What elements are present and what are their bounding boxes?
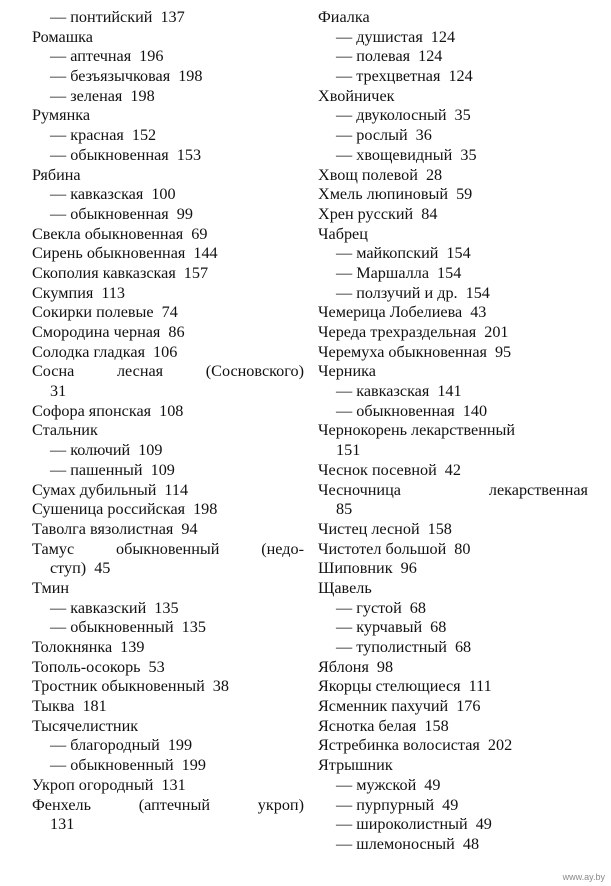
index-entry bbox=[32, 205, 304, 225]
index-entry-term: — кавказский bbox=[50, 598, 147, 617]
index-entry-term: Тысячелистник bbox=[32, 716, 139, 735]
index-entry-term: — красная bbox=[50, 126, 124, 145]
index-entry-term: Чабрец bbox=[318, 224, 368, 243]
index-entry-term: Ятрышник bbox=[318, 756, 393, 775]
index-entry bbox=[32, 717, 304, 737]
index-entry-page: 111 bbox=[468, 677, 492, 696]
index-entry-page: 140 bbox=[462, 401, 488, 420]
index-entry-page: 181 bbox=[82, 697, 107, 716]
index-entry-term: Череда трехраздельная bbox=[318, 323, 477, 341]
index-entry-word: Тамус bbox=[32, 539, 75, 558]
index-entry bbox=[318, 776, 588, 796]
index-entry-term: — мужской bbox=[336, 775, 417, 794]
index-entry-term: Скополия кавказская bbox=[32, 263, 176, 282]
index-entry-word: Сосна bbox=[32, 362, 75, 381]
index-entry-page: 35 bbox=[454, 106, 471, 125]
index-entry-term: Хвощ полевой bbox=[318, 165, 418, 184]
index-entry bbox=[318, 520, 588, 540]
index-entry bbox=[32, 166, 304, 186]
index-entry-page: 154 bbox=[465, 283, 490, 302]
index-entry bbox=[32, 8, 304, 28]
index-entry-term: — понтийский bbox=[50, 8, 153, 26]
index-entry-page: 80 bbox=[454, 539, 471, 558]
index-entry-term: Яснотка белая bbox=[318, 716, 417, 735]
index-entry-term: 151 bbox=[336, 441, 361, 460]
index-entry bbox=[318, 264, 588, 284]
index-entry-term: — душистая bbox=[336, 27, 423, 46]
index-entry bbox=[32, 540, 304, 560]
index-entry-term: Сокирки полевые bbox=[32, 303, 154, 322]
index-entry-page: 48 bbox=[462, 834, 480, 853]
index-entry-page: 144 bbox=[193, 244, 218, 263]
index-entry-term: Толокнянка bbox=[32, 638, 113, 656]
index-entry-term: Чистотел большой bbox=[318, 539, 447, 558]
index-entry bbox=[32, 47, 304, 67]
index-entry-term: Таволга вязолистная bbox=[32, 519, 174, 538]
index-entry-term: Черемуха обыкновенная bbox=[318, 342, 487, 361]
index-entry-page: 139 bbox=[120, 638, 145, 656]
index-entry-term: Ястребинка волосистая bbox=[318, 736, 480, 755]
index-entry bbox=[32, 362, 304, 382]
index-entry bbox=[32, 481, 304, 501]
index-entry bbox=[32, 756, 304, 776]
index-entry-page: 141 bbox=[437, 382, 462, 401]
index-entry-page: 152 bbox=[131, 126, 157, 145]
index-entry-term: Чеснок посевной bbox=[318, 460, 437, 479]
index-entry-term: — аптечная bbox=[50, 47, 132, 66]
index-entry-term: Тополь-осокорь bbox=[32, 657, 141, 676]
index-entry-term: Чистец лесной bbox=[318, 519, 420, 538]
index-entry-term: — шлемоносный bbox=[336, 834, 455, 853]
index-entry bbox=[318, 481, 588, 501]
index-entry bbox=[318, 796, 588, 816]
index-entry-term: 131 bbox=[50, 815, 75, 834]
index-entry-page: 98 bbox=[376, 657, 394, 676]
index-entry bbox=[318, 205, 588, 225]
index-entry bbox=[32, 441, 304, 461]
index-entry-word: (Сосновского) bbox=[205, 362, 304, 381]
index-entry-term: Софора японская bbox=[32, 401, 152, 420]
index-entry bbox=[32, 126, 304, 146]
index-entry-term: Хрен русский bbox=[318, 204, 414, 223]
index-entry-page: 43 bbox=[470, 303, 487, 322]
index-entry-term: — зеленая bbox=[50, 86, 123, 105]
index-entry bbox=[32, 244, 304, 264]
index-entry bbox=[318, 540, 588, 560]
index-entry-page: 124 bbox=[418, 47, 443, 66]
index-entry bbox=[318, 461, 588, 481]
index-entry-term: Скумпия bbox=[32, 283, 94, 302]
index-entry bbox=[32, 343, 304, 363]
index-entry bbox=[318, 736, 588, 756]
index-entry-page: 199 bbox=[181, 756, 206, 775]
index-entry bbox=[318, 225, 588, 245]
index-entry bbox=[318, 126, 588, 146]
index-entry-term: — ползучий и др. bbox=[336, 283, 458, 302]
index-entry bbox=[318, 47, 588, 67]
index-entry-term: Сумах дубильный bbox=[32, 480, 157, 499]
index-entry-term: 85 bbox=[336, 500, 353, 519]
index-entry-page: 84 bbox=[421, 204, 438, 223]
index-entry-term: Сирень обыкновенная bbox=[32, 244, 186, 263]
index-entry-page: 176 bbox=[456, 697, 481, 716]
index-entry-term: Хвойничек bbox=[318, 86, 395, 105]
index-entry bbox=[318, 500, 588, 520]
index-entry-term: Рябина bbox=[32, 165, 81, 184]
index-entry bbox=[32, 323, 304, 343]
index-entry-page: 59 bbox=[456, 185, 473, 204]
index-entry bbox=[32, 28, 304, 48]
index-entry-term: — густой bbox=[336, 598, 402, 617]
index-entry bbox=[318, 815, 588, 835]
index-entry bbox=[32, 559, 304, 579]
index-entry bbox=[32, 461, 304, 481]
index-entry-term: — кавказская bbox=[336, 382, 430, 401]
index-entry bbox=[32, 225, 304, 245]
index-entry-word: Чесночница bbox=[318, 480, 401, 499]
index-entry-term: Шиповник bbox=[318, 559, 393, 578]
index-entry bbox=[318, 402, 588, 422]
index-entry-term: Фиалка bbox=[318, 8, 370, 26]
index-entry-term: — обыкновенная bbox=[336, 401, 455, 420]
index-entry bbox=[32, 618, 304, 638]
index-entry-term: — обыкновенная bbox=[50, 145, 169, 164]
watermark: www.ay.by bbox=[562, 872, 605, 882]
index-entry-word: лесная bbox=[116, 362, 164, 381]
index-entry-term: Черника bbox=[318, 362, 376, 381]
index-entry-page: 96 bbox=[400, 559, 417, 578]
index-entry-page: 49 bbox=[424, 775, 441, 794]
index-entry bbox=[318, 185, 588, 205]
index-entry-page: 124 bbox=[430, 27, 456, 46]
index-entry bbox=[318, 67, 588, 87]
index-entry-word: обыкновенный bbox=[116, 539, 220, 558]
index-entry bbox=[32, 520, 304, 540]
index-entry bbox=[32, 599, 304, 619]
index-entry-term: Чернокорень лекарственный bbox=[318, 421, 516, 440]
index-entry-term: — пашенный bbox=[50, 460, 143, 479]
index-entry-page: 36 bbox=[415, 126, 432, 145]
index-entry bbox=[318, 244, 588, 264]
index-entry-page: 137 bbox=[160, 8, 185, 26]
index-entry bbox=[318, 8, 588, 28]
index-entry-page: 74 bbox=[161, 303, 178, 322]
index-entry bbox=[318, 835, 588, 855]
index-entry bbox=[32, 638, 304, 658]
index-entry-page: 45 bbox=[94, 559, 111, 578]
index-entry-term: — полевая bbox=[336, 47, 411, 66]
index-entry-page: 153 bbox=[176, 145, 202, 164]
index-entry-page: 49 bbox=[475, 815, 492, 834]
index-entry-term: Чемерица Лобелиева bbox=[318, 303, 463, 322]
index-entry bbox=[32, 303, 304, 323]
index-entry bbox=[32, 815, 304, 835]
index-entry-term: — обыкновенный bbox=[50, 618, 174, 637]
index-entry bbox=[32, 284, 304, 304]
index-entry bbox=[318, 421, 588, 441]
index-entry-page: 199 bbox=[167, 736, 193, 755]
index-entry-term: Тмин bbox=[32, 578, 70, 597]
index-entry-term: — трехцветная bbox=[336, 67, 441, 86]
index-entry-page: 198 bbox=[130, 86, 155, 105]
index-entry-term: — Маршалла bbox=[336, 263, 430, 282]
index-column-left bbox=[32, 8, 304, 835]
index-entry-page: 108 bbox=[159, 401, 184, 420]
index-entry-term: 31 bbox=[50, 382, 67, 401]
index-entry-term: — благородный bbox=[50, 736, 160, 755]
index-entry-page: 135 bbox=[154, 598, 179, 617]
index-entry-page: 35 bbox=[460, 145, 477, 164]
index-entry bbox=[32, 736, 304, 756]
index-entry bbox=[32, 500, 304, 520]
index-entry-term: — широколистный bbox=[336, 815, 468, 834]
index-entry-term: Сушеница российская bbox=[32, 500, 186, 519]
index-entry bbox=[318, 559, 588, 579]
index-entry-term: Стальник bbox=[32, 421, 98, 440]
index-entry bbox=[318, 303, 588, 323]
index-entry bbox=[318, 618, 588, 638]
index-entry bbox=[318, 638, 588, 658]
index-entry-page: 198 bbox=[178, 67, 203, 86]
index-entry bbox=[318, 323, 588, 343]
index-entry bbox=[318, 599, 588, 619]
index-entry-page: 109 bbox=[138, 441, 163, 460]
index-entry-page: 154 bbox=[446, 244, 471, 263]
index-entry-term: Свекла обыкновенная bbox=[32, 224, 184, 243]
index-entry-term: Смородина черная bbox=[32, 323, 161, 341]
index-entry bbox=[318, 579, 588, 599]
index-entry-page: 158 bbox=[424, 716, 449, 735]
index-entry-term: — пурпурный bbox=[336, 795, 435, 814]
index-entry-page: 95 bbox=[494, 342, 512, 361]
index-entry-page: 124 bbox=[448, 67, 473, 86]
index-entry-word: лекарственная bbox=[488, 480, 588, 499]
index-entry-term: — майкопский bbox=[336, 244, 439, 263]
index-entry-term: Ясменник пахучий bbox=[318, 697, 449, 716]
index-entry-term: — туполистный bbox=[336, 638, 447, 656]
index-entry-term: Яблоня bbox=[318, 657, 369, 676]
index-entry-term: Ромашка bbox=[32, 27, 93, 46]
index-entry-term: Румянка bbox=[32, 106, 91, 125]
index-entry bbox=[318, 441, 588, 461]
index-entry bbox=[318, 87, 588, 107]
index-entry-word: (аптечный bbox=[138, 795, 210, 814]
index-entry-page: 201 bbox=[484, 323, 509, 341]
index-entry bbox=[318, 697, 588, 717]
index-entry-term: — курчавый bbox=[336, 618, 423, 637]
index-entry bbox=[32, 67, 304, 87]
index-entry bbox=[32, 87, 304, 107]
index-entry-page: 135 bbox=[181, 618, 206, 637]
index-entry-term: Тыква bbox=[32, 697, 75, 716]
index-entry-term: — рослый bbox=[336, 126, 408, 145]
index-entry-word: укроп) bbox=[257, 795, 304, 814]
index-entry-page: 154 bbox=[437, 263, 462, 282]
index-entry bbox=[318, 756, 588, 776]
index-entry-page: 28 bbox=[425, 165, 443, 184]
index-entry-page: 42 bbox=[444, 460, 461, 479]
index-entry-page: 53 bbox=[148, 657, 165, 676]
index-entry bbox=[318, 28, 588, 48]
index-entry-page: 49 bbox=[442, 795, 459, 814]
index-entry bbox=[32, 402, 304, 422]
index-entry bbox=[318, 677, 588, 697]
index-entry-page: 131 bbox=[161, 775, 186, 794]
index-entry-word: Фенхель bbox=[32, 795, 91, 814]
index-entry bbox=[318, 146, 588, 166]
index-entry bbox=[32, 796, 304, 816]
index-entry bbox=[32, 677, 304, 697]
index-entry-term: — обыкновенная bbox=[50, 204, 169, 223]
index-entry-page: 198 bbox=[193, 500, 218, 519]
index-entry-page: 99 bbox=[176, 204, 193, 223]
index-entry bbox=[318, 717, 588, 737]
index-entry-term: Укроп огородный bbox=[32, 775, 154, 794]
index-entry-page: 68 bbox=[409, 598, 426, 617]
index-entry-term: Тростник обыкновенный bbox=[32, 677, 205, 696]
index-entry bbox=[318, 284, 588, 304]
index-entry bbox=[32, 579, 304, 599]
index-entry-page: 68 bbox=[454, 638, 472, 656]
index-entry bbox=[32, 421, 304, 441]
index-column-right bbox=[318, 8, 588, 855]
index-entry-page: 100 bbox=[151, 185, 176, 204]
index-entry bbox=[318, 658, 588, 678]
index-entry-term: — колючий bbox=[50, 441, 131, 460]
index-entry-term: — обыкновенный bbox=[50, 756, 174, 775]
index-entry-term: — хвощевидный bbox=[336, 145, 453, 164]
index-entry-term: Солодка гладкая bbox=[32, 342, 146, 361]
index-entry-term: Щавель bbox=[318, 578, 372, 597]
index-entry bbox=[318, 362, 588, 382]
index-entry bbox=[318, 166, 588, 186]
index-entry bbox=[32, 776, 304, 796]
index-entry-page: 106 bbox=[153, 342, 178, 361]
index-entry-term: ступ) bbox=[50, 559, 87, 578]
index-entry-word: (недо- bbox=[261, 539, 304, 558]
index-entry-term: — кавказская bbox=[50, 185, 144, 204]
index-entry bbox=[318, 382, 588, 402]
index-entry-page: 38 bbox=[212, 677, 229, 696]
index-entry-term: — двуколосный bbox=[336, 106, 447, 125]
index-entry-term: Хмель люпиновый bbox=[318, 185, 449, 204]
index-entry bbox=[32, 106, 304, 126]
index-entry-page: 109 bbox=[150, 460, 175, 479]
index-entry bbox=[32, 382, 304, 402]
index-entry-page: 69 bbox=[191, 224, 208, 243]
index-entry-term: — безъязычковая bbox=[50, 67, 171, 86]
index-entry-page: 158 bbox=[427, 519, 452, 538]
index-entry-page: 157 bbox=[183, 263, 209, 282]
index-entry bbox=[32, 185, 304, 205]
index-entry-term: Якорцы стелющиеся bbox=[318, 677, 461, 696]
index-entry bbox=[32, 697, 304, 717]
index-entry-page: 68 bbox=[430, 618, 447, 637]
index-entry bbox=[318, 343, 588, 363]
index-entry-page: 94 bbox=[181, 519, 198, 538]
index-entry bbox=[32, 658, 304, 678]
index-entry-page: 113 bbox=[101, 283, 126, 302]
index-entry-page: 202 bbox=[487, 736, 513, 755]
index-entry bbox=[32, 146, 304, 166]
index-entry bbox=[318, 106, 588, 126]
index-entry-page: 86 bbox=[168, 323, 185, 341]
index-entry-page: 114 bbox=[164, 480, 189, 499]
index-entry-page: 196 bbox=[139, 47, 164, 66]
index-entry bbox=[32, 264, 304, 284]
